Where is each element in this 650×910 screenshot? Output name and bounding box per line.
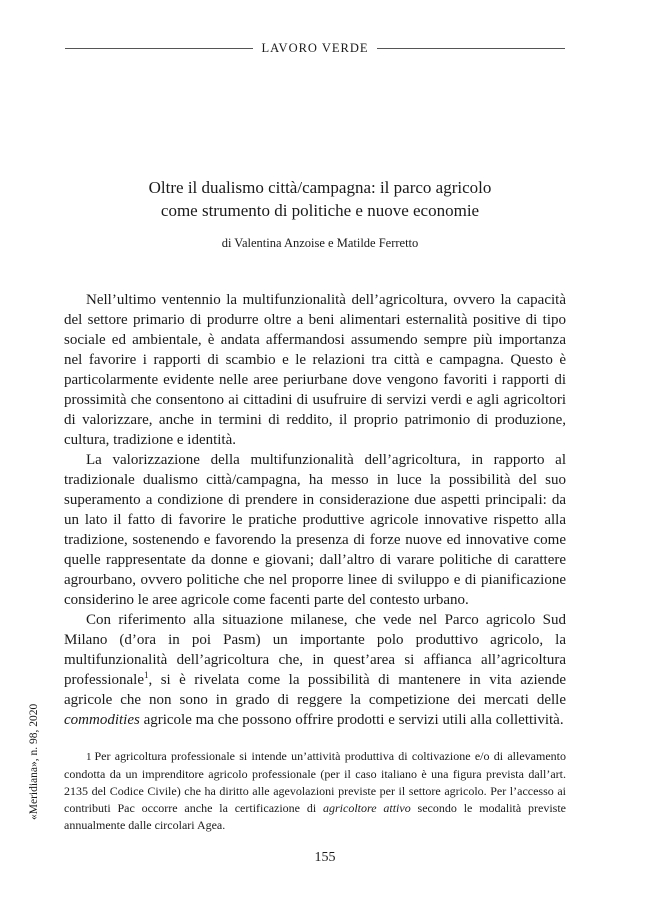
title-line-1: Oltre il dualismo città/campagna: il parco agricolo: [148, 178, 492, 197]
section-label: LAVORO VERDE: [261, 41, 369, 55]
footnote-ref-1[interactable]: 1: [143, 670, 149, 680]
article-title: [60, 176, 580, 222]
article-body: [64, 290, 566, 730]
paragraph-1: Nell’ultimo ventennio la multifunzionalità dell’agricoltura, ovvero la capacità del settore primario di produrre oltre a beni alimentari esternalità positive di tipo sociale ed ambientale, è andata affermandosi assumendo sempre più importanza nel favorire i rapporti di scambio e le relazioni tra città e campagna. Questo è particolarmente evidente nelle aree periurbane dove vengono favoriti i rapporti di prossimità che consentono ai cittadini di usufruire di servizi verdi e agli agricoltori di valorizzare, anche in termini di reddito, il proprio patrimonio di produzione, cultura, tradizione e identità.: [64, 292, 566, 448]
header-rule-left: [65, 48, 253, 49]
paragraph-2: La valorizzazione della multifunzionalità dell’agricoltura, in rapporto al tradizionale dualismo città/campagna, ha messo in luce la possibilità del suo superamento a condizione di prendere in considerazione due aspetti principali: da un lato il fatto di favorire le pratiche produttive agricole innovative rispetto alla tradizione, sostenendo e favorendo la presenza di forze nuove ed innovative come quelle rappresentate da donne e giovani; dall’altro di varare politiche di carattere agrourbano, ovvero politiche che nel proporre linee di sviluppo e di pianificazione considerino le aree agricole come facenti parte del contesto urbano.: [64, 452, 566, 608]
footnote-number: 1: [86, 751, 92, 763]
footnote-1: [64, 748, 566, 834]
paragraph-3-text-a: Con riferimento alla situazione milanese, che vede nel Parco agricolo Sud Milano (d’ora in poi Pasm) un importante polo produttivo agricolo, la multifunzionalità dell’agricoltura che, in quest’area si affianca all’agricoltura professionale: [64, 612, 566, 688]
paragraph-3-italic: commodities: [64, 712, 140, 728]
title-line-2: come strumento di politiche e nuove economie: [160, 201, 480, 220]
running-header: [65, 41, 565, 56]
header-rule-right: [377, 48, 565, 49]
article-authors: di Valentina Anzoise e Matilde Ferretto: [221, 236, 419, 250]
page-number: 155: [314, 850, 336, 865]
footnote-text-a: Per agricoltura professionale si intende un’attività produttiva di coltivazione e/o di allevamento condotta da un imprenditore agricolo professionale (per il caso italiano è una figura prevista dall’art. 2135 del Codice Civile) che ha diritto alle agevolazioni previste per il settore agricolo. Per l’accesso ai contributi Pac occorre anche la certificazione di: [64, 749, 566, 815]
paragraph-3-text-b: , si è rivelata come la possibilità di mantenere in vita aziende agricole che non sono in grado di reggere la competizione dei mercati delle: [64, 672, 566, 708]
paragraph-3: [64, 610, 566, 730]
paragraph-3-text-c: agricole ma che possono offrire prodotti e servizi utili alla collettività.: [139, 712, 564, 728]
footnote-text-b: secondo le modalità previste annualmente dalle circolari Agea.: [64, 801, 566, 832]
side-citation: «Meridiana», n. 98, 2020: [28, 703, 40, 820]
footnote-italic: agricoltore attivo: [323, 801, 411, 815]
footnote-paragraph: [64, 748, 566, 834]
